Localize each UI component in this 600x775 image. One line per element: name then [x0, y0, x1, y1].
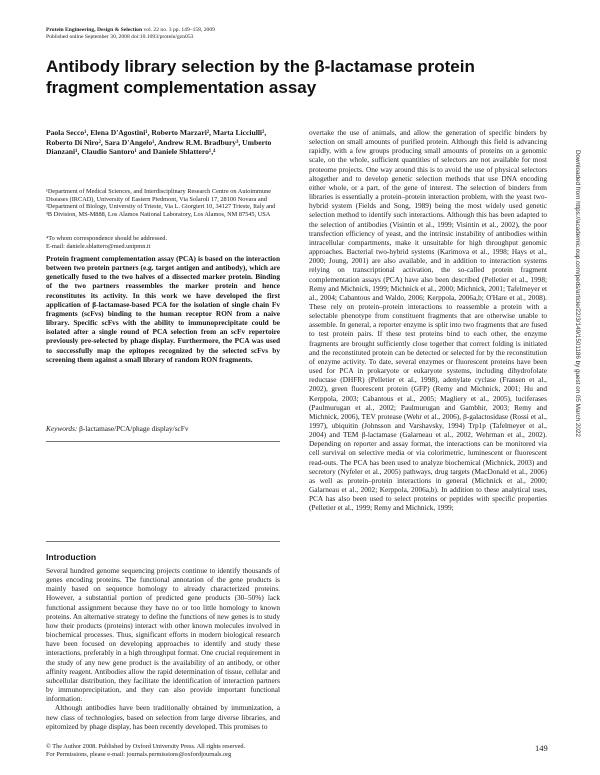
article-title: Antibody library selection by the β-lactamase protein fragment complementation assay	[46, 57, 475, 97]
download-sidebar	[573, 150, 583, 590]
volume-info: vol. 22 no. 3 pp. 149–158, 2009	[142, 27, 215, 33]
page-number: 149	[535, 743, 548, 753]
keywords	[46, 424, 280, 433]
intro-body	[46, 566, 280, 731]
published-info: Published online September 30, 2008 doi:10.1093/protein/gzn053	[46, 34, 194, 40]
journal-header	[46, 27, 516, 41]
abstract: Protein fragment complementation assay (PCA) is based on the interaction between two protein partners (e.g. target antigen and antibody), which are genetically fused to the two halves of a dissected marker protein. Binding of the two partners reassembles the marker protein and hence reconstitutes its activity. In this work we have developed the first application of β-lactamase-based PCA for the isolation of single chain Fv fragments (scFvs) binding to the human receptor RON from a naive library. Specific scFvs with the ability to immunoprecipitate could be isolated after a single round of PCA selection from an scFv repertoire previously pre-selected by phage display. Furthermore, the PCA was used to successfully map the epitopes recognized by the selected scFvs by screening them against a small library of random RON fragments.	[46, 254, 280, 364]
keywords-list: β-lactamase/PCA/phage display/scFv	[77, 424, 189, 433]
journal-name: Protein Engineering, Design & Selection	[46, 27, 143, 33]
abstract-divider-bottom	[46, 541, 280, 542]
permissions-notice: For Permissions, please e-mail: journals.permissions@oxfordjournals.org	[46, 751, 232, 758]
abstract-divider-top	[46, 441, 280, 442]
footer	[46, 743, 446, 759]
correspondence	[46, 235, 280, 250]
intro-paragraph-1: Several hundred genome sequencing projects continue to identify thousands of genes encoding proteins. The functional annotation of the gene products is mainly based on sequence homology to already characterized proteins. However, a substantial portion of predicted gene products (30–50%) lack functional assignment because they have no or too little homology to known proteins. An alternative strategy to define the functions of new genes is to study how their products (proteins) interact with other known molecules involved in biochemical processes. Thus, significant efforts in modern biological research have been focused on developing approaches to identify and study these interactions, preferably in a high throughput format. One crucial requirement in the study of any new gene product is the availability of an antibody, or other affinity reagent. Antibodies allow the rapid determination of tissue, cellular and subcellular distribution, they facilitate the identification of interaction partners by immunoprecipitation, and they can also provide important functional information.	[46, 566, 280, 704]
correspondence-note: ⁴To whom correspondence should be addressed.	[46, 235, 168, 242]
affiliations: ¹Department of Medical Sciences, and Interdisciplinary Research Centre on Autoimmune Diseases (IRCAD), University of Eastern Piedmont, Via Solaroli 17, 28100 Novara and ²Department of Biology, University of Trieste, Via L. Giorgieri 10, 34127 Trieste, Italy and ³B Division, MS-M888, Los Alamos National Laboratory, Los Alamos, NM 87545, USA	[46, 188, 276, 219]
download-notice[interactable]: Downloaded from https://academic.oup.com/peds/article/22/3/149/1501186 by guest on 05 March 2022	[574, 150, 581, 437]
correspondence-email[interactable]: E-mail: daniele.sblattero@med.unipmn.it	[46, 242, 151, 250]
intro-heading: Introduction	[46, 552, 97, 562]
intro-paragraph-2: Although antibodies have been traditionally obtained by immunization, a new class of technologies, based on selection from large diverse libraries, and epitomized by phage display, has been recently developed. This promises to	[46, 703, 280, 731]
right-column-text: overtake the use of animals, and allow the generation of specific binders by selection on small amounts of purified protein. Although this field is advancing rapidly, with a few groups producing small amounts of proteins on a genomic scale, on the whole, sufficient quantities of selectors are not available for most proteome projects. One way around this is to avoid the use of physical selectors altogether and to develop genetic selection methods that use DNA encoding either whole, or a part, of the gene of interest. The selection of binders from libraries is essentially a protein–protein interaction problem, with the yeast two-hybrid system (Fields and Song, 1989) being the most widely used genetic selection method to identify such interactions. Although this has been adapted to the selection of antibodies (Visintin et al., 1999; Visintin et al., 2002), the poor transfection efficiency of yeast, and the intrinsic instability of antibodies within intracellular compartments, make it unsuitable for high throughput genomic approaches. Bacterial two-hybrid systems (Karimova et al., 1998; Hays et al., 2000; Joung, 2001) are also available, and in addition to interaction systems relying on transcriptional activation, the so-called protein fragment complementation assays (PCA) have also been described (Pelletier et al., 1998; Remy and Michnick, 1999; Michnick et al., 2000; Michnick, 2001; Tafelmeyer et al., 2004; Cabantous and Waldo, 2006; Kerppola, 2006a,b; O'Hare et al., 2008). These rely on protein–protein interactions to reassemble a protein with a selectable phenotype from constituent fragments that are otherwise unable to assemble. In general, a reporter enzyme is split into two fragments that are fused to test protein pairs. If these test proteins bind to each other, the enzyme fragments are brought sufficiently close together that correct folding is initiated and the reconstituted protein can be detected or selected for by the reconstitution of enzyme activity. To date, several enzymes or fluorescent proteins have been used for PCA in prokaryote or eukaryote systems, including dihydrofolate reductase (DHFR) (Pelletier et al., 1998), adenylate cyclase (Fransen et al., 2002), green fluorescent protein (GFP) (Remy and Michnick, 2001; Hu and Kerppola, 2003; Cabantous et al., 2005; Magliery et al., 2005), luciferases (Paulmurugan et al., 2002; Paulmurugan and Gambhir, 2003; Remy and Michnick, 2006), TEV protease (Wehr et al., 2006), β-galactosidase (Rossi et al., 1997), ubiquitin (Johnsson and Varshavsky, 1994) Trp1p (Tafelmeyer et al., 2004) and TEM β-lactamase (Galarneau et al., 2002, Wehrman et al., 2002). Depending on reporter and assay format, the interactions can be monitored via cell survival on selective media or via colorimetric, luminescent or fluorescent read-outs. The PCA has been used to analyze biochemical (Michnick, 2003) and secretory (Nyfeler et al., 2005) pathways, drug targets (MacDonald et al., 2006) as well as protein–protein interactions in general (Michnick et al., 2000; Galarneau et al., 2002; Kerppola, 2006a,b). In addition to these analytical uses, PCA has also been used to select proteins or peptides with specific properties (Pelletier et al., 1999; Remy and Michnick, 1999;	[309, 128, 547, 513]
author-list: Paola Secco¹, Elena D'Agostini¹, Roberto Marzari², Marta Licciulli², Roberto Di Niro², Sara D'Angelo¹, Andrew R.M. Bradbury³, Umberto Dianzani¹, Claudio Santoro¹ and Daniele Sblattero¹,⁴	[46, 128, 272, 157]
keywords-label: Keywords:	[46, 424, 78, 433]
copyright-notice: © The Author 2008. Published by Oxford University Press. All rights reserved.	[46, 743, 246, 750]
